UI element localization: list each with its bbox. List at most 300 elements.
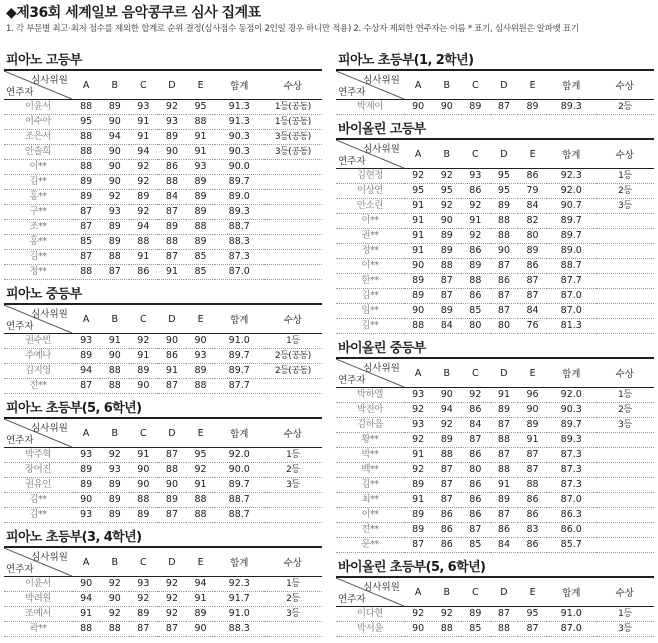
score-d: 84: [497, 539, 510, 550]
prize: [596, 289, 654, 304]
total-score: 91.0: [228, 335, 250, 346]
score-c: 92: [137, 593, 150, 604]
performer-name: 이윤서: [24, 578, 51, 589]
prize: [264, 379, 322, 394]
table-row: [336, 259, 654, 274]
score-c: 93: [137, 578, 150, 589]
score-c: 88: [137, 494, 150, 505]
judge-b-header: B: [443, 148, 450, 160]
total-score: 92.0: [228, 449, 250, 460]
performer-name: 안솔희: [24, 146, 51, 157]
prize: [596, 433, 654, 448]
score-b: 88: [108, 380, 121, 391]
section-title: 바이올린 초등부(5, 6학년): [338, 560, 486, 575]
prize: [596, 274, 654, 289]
score-a: 88: [80, 161, 93, 172]
table-row: [4, 349, 322, 364]
score-d: 95: [497, 185, 510, 196]
score-c: 85: [469, 539, 482, 550]
score-d: 88: [497, 230, 510, 241]
score-e: 88: [526, 479, 539, 490]
score-a: 88: [80, 101, 93, 112]
score-a: 92: [412, 404, 425, 415]
prize: [596, 538, 654, 553]
performer-label: 연주자: [338, 594, 366, 605]
score-a: 95: [412, 185, 425, 196]
table-row: [336, 199, 654, 214]
section-title: 피아노 고등부: [6, 53, 82, 68]
score-d: 87: [497, 509, 510, 520]
judge-e-header: E: [529, 79, 536, 91]
performer-name: 최**: [361, 494, 379, 505]
score-a: 89: [412, 290, 425, 301]
judge-a-header: A: [414, 79, 422, 91]
score-a: 90: [80, 494, 93, 505]
prize: [264, 220, 322, 235]
score-c: 89: [469, 260, 482, 271]
score-d: 87: [165, 206, 178, 217]
judge-c-header: C: [472, 79, 479, 91]
score-d: 88: [497, 215, 510, 226]
score-b: 90: [108, 593, 121, 604]
performer-name: 권**: [361, 230, 379, 241]
score-e: 85: [194, 251, 207, 262]
total-header: 합계: [230, 429, 249, 440]
score-c: 92: [469, 230, 482, 241]
prize: 2등(공동): [274, 351, 311, 361]
left-column: [4, 52, 322, 643]
score-d: 89: [497, 494, 510, 505]
score-table: [336, 69, 654, 115]
performer-name: 전**: [361, 524, 379, 535]
total-score: 87.7: [228, 380, 250, 391]
score-a: 91: [412, 215, 425, 226]
table-row: [336, 448, 654, 463]
score-a: 95: [80, 116, 93, 127]
table-row: [336, 214, 654, 229]
table-row: [4, 364, 322, 379]
total-score: 86.0: [560, 524, 582, 535]
performer-name: 조**: [29, 221, 47, 232]
score-e: 88: [194, 116, 207, 127]
score-d: 88: [165, 464, 178, 475]
prize: 2등(공동): [274, 366, 311, 376]
score-c: 86: [469, 404, 482, 415]
score-e: 86: [526, 260, 539, 271]
score-d: 89: [497, 200, 510, 211]
score-d: 91: [165, 365, 178, 376]
score-c: 91: [137, 251, 150, 262]
score-b: 86: [440, 509, 453, 520]
score-a: 93: [412, 389, 425, 400]
table-row: [4, 175, 322, 190]
prize-header: 수상: [615, 81, 634, 92]
score-d: 92: [165, 578, 178, 589]
right-column: [336, 52, 654, 643]
score-e: 83: [526, 524, 539, 535]
total-score: 91.7: [228, 593, 250, 604]
score-c: 91: [137, 116, 150, 127]
score-e: 89: [194, 176, 207, 187]
score-e: 91: [194, 131, 207, 142]
score-b: 90: [440, 389, 453, 400]
header-row: [4, 547, 322, 577]
score-b: 92: [440, 200, 453, 211]
score-d: 87: [165, 623, 178, 634]
total-score: 90.3: [228, 146, 250, 157]
judge-a-header: A: [82, 427, 90, 439]
table-row: [336, 433, 654, 448]
score-c: 88: [137, 236, 150, 247]
prize: [264, 622, 322, 637]
prize: 3등(공동): [274, 147, 311, 157]
table-row: [4, 622, 322, 637]
score-c: 89: [137, 191, 150, 202]
performer-name: 정**: [361, 245, 379, 256]
performer-name: 문**: [361, 539, 379, 550]
judge-a-header: A: [82, 79, 90, 91]
score-e: 84: [526, 305, 539, 316]
score-d: 91: [497, 389, 510, 400]
total-score: 87.0: [560, 290, 582, 301]
header-row: [336, 139, 654, 169]
score-a: 89: [412, 524, 425, 535]
section-title: 바이올린 중등부: [338, 341, 426, 356]
total-score: 91.0: [560, 608, 582, 619]
total-score: 90.0: [228, 464, 250, 475]
score-d: 91: [165, 266, 178, 277]
prize: [596, 259, 654, 274]
prize: [264, 508, 322, 523]
total-score: 86.3: [560, 509, 582, 520]
score-table: [4, 417, 322, 523]
score-c: 89: [137, 608, 150, 619]
score-d: 89: [165, 221, 178, 232]
total-score: 92.0: [560, 185, 582, 196]
competition-section: [4, 52, 322, 280]
prize: [596, 493, 654, 508]
score-b: 86: [440, 539, 453, 550]
score-b: 90: [440, 101, 453, 112]
judge-a-header: A: [414, 367, 422, 379]
score-e: 89: [526, 245, 539, 256]
score-d: 87: [165, 380, 178, 391]
total-score: 92.3: [560, 170, 582, 181]
score-a: 91: [80, 608, 93, 619]
total-score: 89.3: [560, 101, 582, 112]
total-score: 89.7: [560, 215, 582, 226]
score-b: 93: [108, 464, 121, 475]
table-row: [336, 289, 654, 304]
table-row: [336, 538, 654, 553]
performer-name: 김현정: [356, 170, 383, 181]
score-e: 79: [526, 185, 539, 196]
judge-b-header: B: [111, 313, 118, 325]
score-a: 88: [80, 623, 93, 634]
corner-header: [4, 70, 72, 100]
score-b: 90: [108, 161, 121, 172]
total-score: 90.3: [228, 131, 250, 142]
score-e: 85: [194, 266, 207, 277]
score-d: 80: [497, 320, 510, 331]
performer-name: 조예서: [24, 608, 51, 619]
score-c: 86: [469, 509, 482, 520]
table-row: [336, 274, 654, 289]
performer-label: 연주자: [338, 375, 366, 386]
score-e: 90: [526, 404, 539, 415]
header-row: [336, 70, 654, 100]
total-score: 89.3: [228, 206, 250, 217]
score-e: 87: [526, 290, 539, 301]
score-b: 90: [108, 350, 121, 361]
prize: [264, 265, 322, 280]
score-e: 86: [526, 494, 539, 505]
score-a: 90: [412, 623, 425, 634]
competition-section: [336, 121, 654, 334]
prize: 1등: [286, 336, 300, 346]
score-d: 87: [497, 260, 510, 271]
score-a: 94: [80, 593, 93, 604]
judge-d-header: D: [168, 427, 176, 439]
total-score: 90.7: [560, 200, 582, 211]
prize: 3등: [618, 201, 632, 211]
total-score: 92.3: [228, 578, 250, 589]
prize: [264, 205, 322, 220]
score-e: 95: [194, 449, 207, 460]
score-b: 92: [108, 449, 121, 460]
score-e: 84: [526, 200, 539, 211]
total-header: 합계: [230, 81, 249, 92]
performer-name: 곽**: [29, 623, 47, 634]
prize-header: 수상: [283, 558, 302, 569]
total-score: 88.3: [228, 623, 250, 634]
judge-b-header: B: [443, 367, 450, 379]
score-a: 85: [80, 236, 93, 247]
performer-label: 연주자: [338, 156, 366, 167]
table-row: [336, 100, 654, 115]
prize-header: 수상: [615, 588, 634, 599]
judge-a-header: A: [82, 556, 90, 568]
score-b: 89: [440, 305, 453, 316]
score-c: 89: [137, 509, 150, 520]
prize: [596, 508, 654, 523]
performer-name: 이상연: [356, 185, 383, 196]
score-d: 87: [497, 419, 510, 430]
table-row: [4, 235, 322, 250]
score-b: 92: [108, 578, 121, 589]
table-row: [336, 508, 654, 523]
judge-d-header: D: [168, 313, 176, 325]
page-title: ◆제36회 세계일보 음악콩쿠르 심사 집계표: [6, 5, 261, 21]
judge-c-header: C: [140, 313, 147, 325]
prize-header: 수상: [283, 81, 302, 92]
score-d: 88: [497, 464, 510, 475]
score-b: 95: [440, 185, 453, 196]
score-a: 89: [80, 479, 93, 490]
judge-d-header: D: [500, 148, 508, 160]
competition-section: [4, 529, 322, 637]
score-d: 87: [497, 101, 510, 112]
score-a: 94: [80, 365, 93, 376]
score-d: 87: [165, 449, 178, 460]
total-score: 87.0: [228, 266, 250, 277]
score-b: 90: [108, 116, 121, 127]
total-score: 89.7: [560, 230, 582, 241]
corner-header: [336, 358, 404, 388]
score-b: 93: [108, 206, 121, 217]
score-b: 89: [440, 245, 453, 256]
table-row: [4, 379, 322, 394]
score-b: 89: [440, 230, 453, 241]
score-e: 89: [526, 419, 539, 430]
score-b: 89: [108, 221, 121, 232]
competition-section: [4, 286, 322, 394]
table-row: [4, 145, 322, 160]
table-row: [336, 523, 654, 538]
total-score: 89.7: [560, 419, 582, 430]
score-a: 89: [80, 350, 93, 361]
score-b: 89: [108, 236, 121, 247]
total-score: 88.7: [228, 221, 250, 232]
score-e: 88: [194, 509, 207, 520]
table-row: [4, 130, 322, 145]
score-table: [336, 357, 654, 553]
total-score: 88.3: [228, 236, 250, 247]
score-c: 91: [137, 449, 150, 460]
table-row: [4, 508, 322, 523]
judges-label: 심사위원: [363, 144, 400, 155]
score-table: [4, 303, 322, 394]
score-d: 88: [497, 623, 510, 634]
score-d: 87: [165, 251, 178, 262]
prize: [596, 214, 654, 229]
score-e: 89: [194, 608, 207, 619]
score-b: 91: [108, 335, 121, 346]
total-header: 합계: [562, 369, 581, 380]
total-score: 87.7: [560, 275, 582, 286]
score-a: 90: [80, 578, 93, 589]
judge-a-header: A: [82, 313, 90, 325]
score-a: 88: [80, 266, 93, 277]
performer-name: 김**: [29, 494, 47, 505]
prize: 2등: [286, 594, 300, 604]
performer-label: 연주자: [6, 321, 34, 332]
prize-header: 수상: [615, 150, 634, 161]
score-d: 95: [497, 170, 510, 181]
table-row: [4, 493, 322, 508]
total-score: 89.7: [228, 365, 250, 376]
total-score: 89.7: [228, 176, 250, 187]
section-title: 바이올린 고등부: [338, 122, 426, 137]
judge-b-header: B: [111, 79, 118, 91]
competition-section: [4, 400, 322, 523]
score-a: 89: [80, 464, 93, 475]
performer-label: 연주자: [6, 87, 34, 98]
score-e: 95: [526, 608, 539, 619]
total-score: 89.0: [560, 245, 582, 256]
prize: 2등: [618, 102, 632, 112]
score-e: 87: [526, 623, 539, 634]
score-b: 89: [108, 494, 121, 505]
header-row: [336, 358, 654, 388]
score-a: 92: [412, 464, 425, 475]
score-e: 86: [526, 509, 539, 520]
table-row: [4, 250, 322, 265]
score-a: 90: [412, 305, 425, 316]
score-d: 90: [165, 146, 178, 157]
table-row: [336, 403, 654, 418]
table-row: [336, 607, 654, 622]
prize-header: 수상: [615, 369, 634, 380]
score-b: 88: [440, 260, 453, 271]
header-row: [4, 70, 322, 100]
score-a: 89: [412, 275, 425, 286]
performer-name: 이수아: [24, 116, 51, 127]
score-c: 87: [469, 434, 482, 445]
prize: 3등: [618, 624, 632, 634]
score-c: 92: [469, 389, 482, 400]
score-b: 87: [108, 266, 121, 277]
score-a: 91: [412, 200, 425, 211]
prize-header: 수상: [283, 429, 302, 440]
judges-label: 심사위원: [31, 75, 68, 86]
score-a: 88: [80, 146, 93, 157]
judge-c-header: C: [472, 586, 479, 598]
score-c: 89: [469, 101, 482, 112]
score-b: 87: [440, 479, 453, 490]
total-score: 87.0: [560, 494, 582, 505]
performer-name: 홍**: [29, 191, 47, 202]
score-c: 89: [469, 608, 482, 619]
performer-name: 이윤서: [24, 101, 51, 112]
score-table: [336, 138, 654, 334]
judge-e-header: E: [529, 148, 536, 160]
performer-name: 김**: [361, 320, 379, 331]
table-row: [4, 448, 322, 463]
score-c: 92: [137, 161, 150, 172]
judges-label: 심사위원: [363, 582, 400, 593]
judge-b-header: B: [443, 586, 450, 598]
performer-label: 연주자: [338, 87, 366, 98]
table-row: [4, 160, 322, 175]
score-c: 94: [137, 221, 150, 232]
score-b: 92: [108, 191, 121, 202]
score-e: 87: [526, 275, 539, 286]
score-a: 89: [80, 176, 93, 187]
judge-c-header: C: [472, 148, 479, 160]
score-d: 90: [165, 479, 178, 490]
score-e: 89: [194, 365, 207, 376]
table-row: [4, 463, 322, 478]
judge-c-header: C: [140, 79, 147, 91]
score-c: 86: [469, 494, 482, 505]
performer-label: 연주자: [6, 564, 34, 575]
score-b: 90: [108, 176, 121, 187]
prize: [264, 250, 322, 265]
score-b: 84: [440, 320, 453, 331]
performer-label: 연주자: [6, 435, 34, 446]
corner-header: [4, 304, 72, 334]
section-title: 피아노 중등부: [6, 287, 82, 302]
performer-name: 박려원: [24, 593, 51, 604]
table-row: [336, 184, 654, 199]
score-d: 93: [165, 116, 178, 127]
score-e: 94: [194, 578, 207, 589]
score-c: 90: [137, 380, 150, 391]
score-a: 89: [80, 191, 93, 202]
score-a: 93: [80, 335, 93, 346]
performer-name: 전**: [29, 380, 47, 391]
